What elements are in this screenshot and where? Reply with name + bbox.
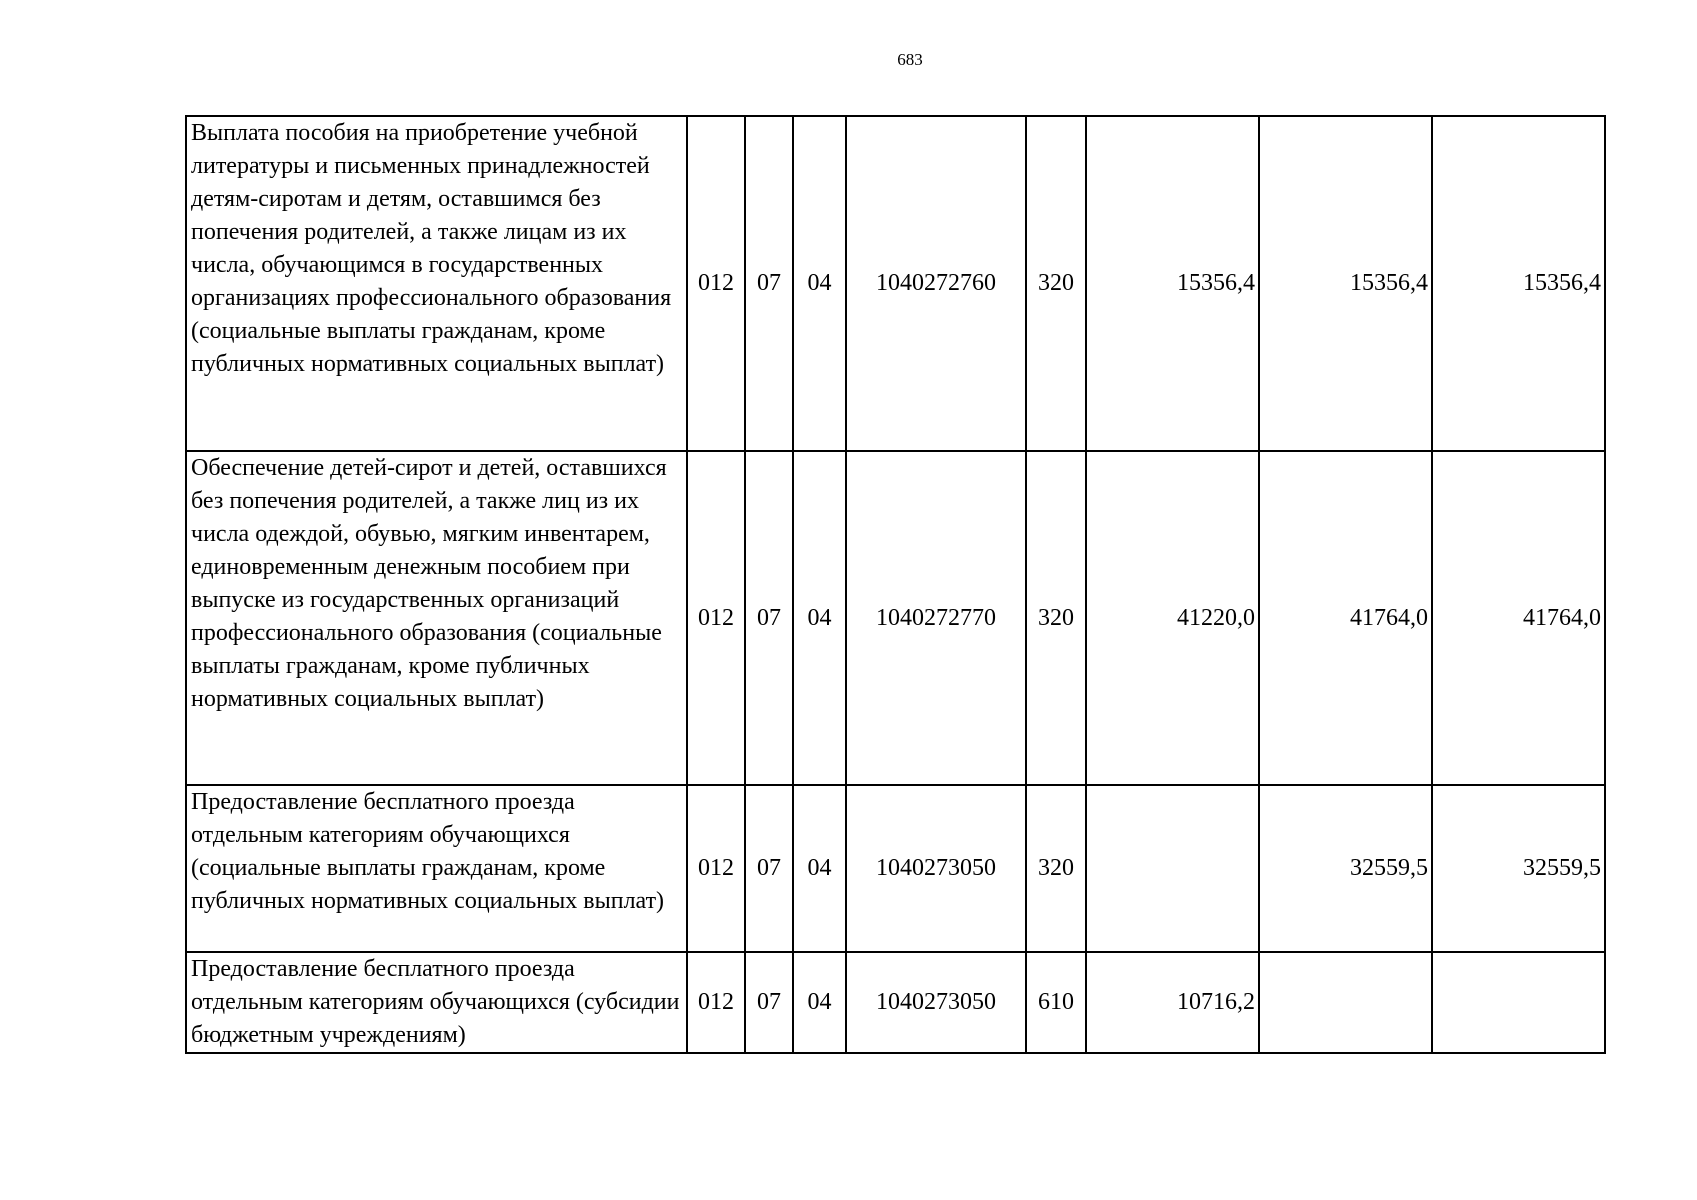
expense-type-code: 610 (1026, 952, 1086, 1053)
expense-type-code: 320 (1026, 116, 1086, 451)
section-code: 07 (745, 451, 793, 785)
amount-year-2: 15356,4 (1259, 116, 1432, 451)
section-code: 07 (745, 952, 793, 1053)
expense-type-code: 320 (1026, 451, 1086, 785)
amount-year-3: 32559,5 (1432, 785, 1605, 952)
table-row (186, 451, 1605, 785)
subsection-code: 04 (793, 785, 846, 952)
ministry-code: 012 (687, 451, 745, 785)
subsection-code: 04 (793, 116, 846, 451)
amount-year-1 (1086, 785, 1259, 952)
subsection-code: 04 (793, 952, 846, 1053)
amount-year-3 (1432, 952, 1605, 1053)
target-article-code: 1040272760 (846, 116, 1026, 451)
table-row (186, 116, 1605, 451)
amount-year-1: 41220,0 (1086, 451, 1259, 785)
target-article-code: 1040273050 (846, 952, 1026, 1053)
table-row (186, 785, 1605, 952)
amount-year-2: 32559,5 (1259, 785, 1432, 952)
row-description: Выплата пособия на приобретение учебной литературы и письменных принадлежностей детям-сиротам и детям, оставшимся без попечения родителей, а также лицам из их числа, обучающимся в государственных организациях профессионального образования (социальные выплаты гражданам, кроме публичных нормативных социальных выплат) (186, 116, 687, 451)
subsection-code: 04 (793, 451, 846, 785)
expense-type-code: 320 (1026, 785, 1086, 952)
amount-year-3: 15356,4 (1432, 116, 1605, 451)
table-row (186, 952, 1605, 1053)
ministry-code: 012 (687, 785, 745, 952)
section-code: 07 (745, 785, 793, 952)
row-description: Обеспечение детей-сирот и детей, оставшихся без попечения родителей, а также лиц из их числа одеждой, обувью, мягким инвентарем, единовременным денежным пособием при выпуске из государственных организаций профессионального образования (социальные выплаты гражданам, кроме публичных нормативных социальных выплат) (186, 451, 687, 785)
amount-year-1: 10716,2 (1086, 952, 1259, 1053)
amount-year-3: 41764,0 (1432, 451, 1605, 785)
target-article-code: 1040273050 (846, 785, 1026, 952)
ministry-code: 012 (687, 952, 745, 1053)
budget-table (185, 115, 1606, 1054)
page-number: 683 (897, 50, 923, 69)
ministry-code: 012 (687, 116, 745, 451)
target-article-code: 1040272770 (846, 451, 1026, 785)
section-code: 07 (745, 116, 793, 451)
amount-year-2: 41764,0 (1259, 451, 1432, 785)
row-description: Предоставление бесплатного проезда отдельным категориям обучающихся (субсидии бюджетным учреждениям) (186, 952, 687, 1053)
amount-year-1: 15356,4 (1086, 116, 1259, 451)
row-description: Предоставление бесплатного проезда отдельным категориям обучающихся (социальные выплаты гражданам, кроме публичных нормативных социальных выплат) (186, 785, 687, 952)
amount-year-2 (1259, 952, 1432, 1053)
